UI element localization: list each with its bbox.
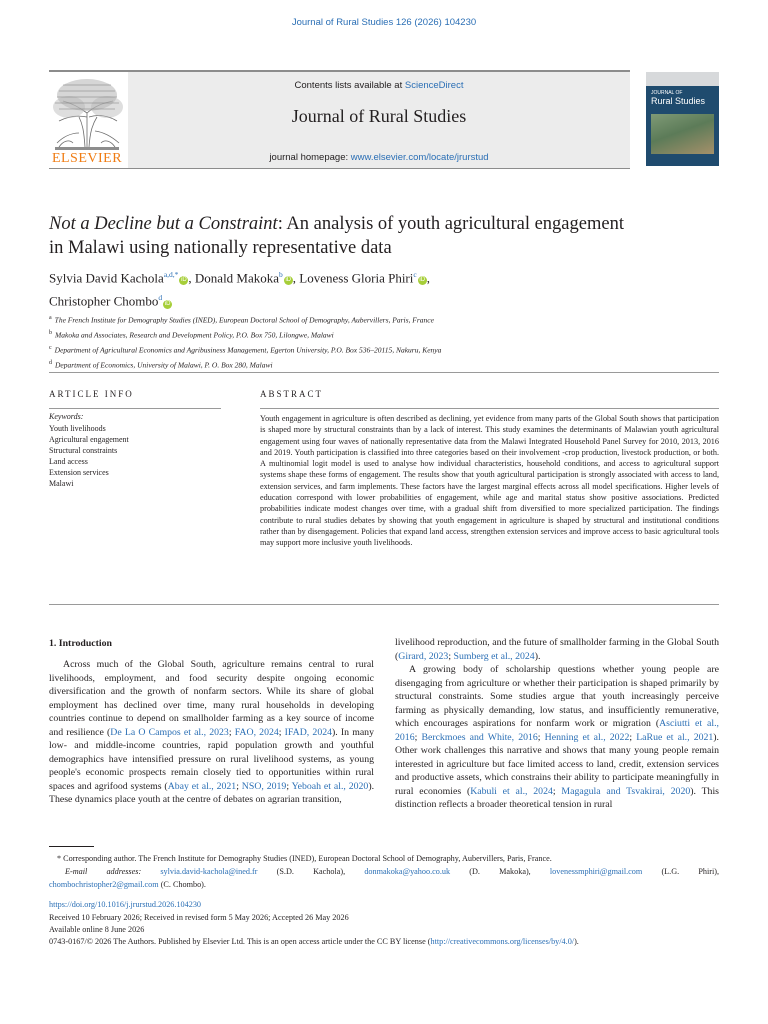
citation-link[interactable]: IFAD, 2024 bbox=[284, 726, 333, 738]
paragraph-text: ; bbox=[552, 785, 562, 797]
author-name: Sylvia David Kachola bbox=[49, 270, 164, 286]
citation-link[interactable]: Asciutti et al., 2016 bbox=[395, 718, 719, 743]
affiliation-list bbox=[49, 312, 719, 372]
email-label: E-mail addresses: bbox=[65, 867, 142, 877]
footnote-rule bbox=[49, 846, 94, 847]
section-divider bbox=[49, 604, 719, 605]
journal-cover-thumbnail[interactable] bbox=[646, 72, 719, 166]
affiliation-sup: b bbox=[49, 329, 52, 336]
paragraph-text: ). Other work challenges this narrative and shows that many young people remain interested in agriculture but face limited access to land, credit, extension services and productive assets, which constrains their ability to participate meaningfully in rural economies ( bbox=[395, 731, 720, 797]
paragraph-text: ; bbox=[286, 780, 292, 792]
citation-link[interactable]: LaRue et al., 2021 bbox=[636, 731, 714, 743]
affiliation-sup: c bbox=[49, 344, 52, 351]
online-date: Available online 8 June 2026 bbox=[49, 925, 145, 934]
author-separator: , bbox=[188, 270, 195, 286]
homepage-link[interactable]: www.elsevier.com/locate/jrurstud bbox=[350, 152, 489, 163]
affiliation bbox=[49, 342, 719, 357]
email-owner: (L.G. Phiri), bbox=[661, 867, 720, 877]
cover-top-band bbox=[646, 72, 719, 86]
article-info-heading: ARTICLE INFO bbox=[49, 389, 134, 399]
paragraph-text: ; bbox=[629, 731, 637, 743]
journal-homepage bbox=[128, 152, 630, 163]
email-owner: (D. Makoka), bbox=[469, 867, 531, 877]
cover-photo bbox=[651, 114, 714, 154]
body-column-right bbox=[395, 636, 719, 812]
elsevier-wordmark[interactable]: ELSEVIER bbox=[51, 151, 123, 166]
affiliation-sup: a bbox=[49, 315, 52, 321]
received-dates: Received 10 February 2026; Received in revised form 5 May 2026; Accepted 26 May 2026 bbox=[49, 913, 349, 922]
keyword-list bbox=[49, 423, 219, 489]
abstract-rule bbox=[260, 408, 719, 409]
author-separator: , bbox=[292, 270, 300, 286]
citation-link[interactable]: De La O Campos et al., 2023 bbox=[110, 726, 229, 738]
contents-prefix: Contents lists available at bbox=[294, 80, 405, 91]
citation-link[interactable]: Yeboah et al., 2020 bbox=[291, 780, 369, 792]
orcid-icon[interactable]: iD bbox=[181, 277, 187, 284]
author-affil-sup[interactable]: a,d,* bbox=[163, 270, 179, 279]
journal-title: Journal of Rural Studies bbox=[291, 106, 467, 126]
cover-title: Rural Studies bbox=[651, 96, 706, 106]
contents-availability bbox=[128, 80, 630, 91]
paragraph-text: ; bbox=[537, 731, 545, 743]
title-rest: : An analysis of youth agricultural engagement bbox=[277, 214, 624, 234]
citation-link[interactable]: Kabuli et al., 2024 bbox=[470, 785, 553, 797]
keyword: Agricultural engagement bbox=[49, 435, 129, 444]
affiliation-text: Department of Economics, University of Malawi, P. O. Box 280, Malawi bbox=[55, 360, 273, 370]
keywords-label: Keywords: bbox=[49, 412, 84, 421]
cover-title-small: JOURNAL OF bbox=[651, 90, 683, 96]
license-prefix: 0743-0167/© 2026 The Authors. Published by Elsevier Ltd. This is an open access article under the CC BY license ( bbox=[49, 937, 431, 946]
body-column-left bbox=[49, 658, 374, 807]
author-affil-sup[interactable]: d bbox=[158, 293, 163, 303]
paragraph-text: ; bbox=[278, 726, 285, 738]
orcid-icon[interactable]: iD bbox=[285, 277, 292, 284]
paragraph-text: livelihood reproduction, and the future of smallholder farming in the Global South ( bbox=[395, 637, 719, 662]
keyword: Malawi bbox=[49, 479, 74, 488]
journal-citation[interactable]: Journal of Rural Studies 126 (2026) 104230 bbox=[291, 17, 477, 28]
affiliation-sup: d bbox=[49, 359, 52, 366]
license-suffix: ). bbox=[574, 937, 579, 946]
email-link[interactable]: chombochristopher2@gmail.com bbox=[49, 880, 159, 890]
affiliation bbox=[49, 327, 719, 342]
paragraph-text: ; bbox=[236, 780, 242, 792]
email-link[interactable]: lovenessmphiri@gmail.com bbox=[549, 867, 643, 877]
email-owner: (S.D. Kachola), bbox=[276, 867, 346, 877]
paragraph-text: ; bbox=[228, 726, 235, 738]
citation-link[interactable]: FAO, 2024 bbox=[234, 726, 279, 738]
affiliation bbox=[49, 357, 719, 372]
paragraph-text: ). bbox=[534, 650, 541, 662]
paragraph-text: ; bbox=[448, 650, 454, 662]
email-owner: (C. Chombo). bbox=[160, 880, 206, 890]
author-separator: , bbox=[426, 270, 430, 286]
keyword: Structural constraints bbox=[49, 446, 118, 455]
paper-title bbox=[49, 212, 719, 260]
email-addresses bbox=[49, 865, 719, 878]
paragraph-text: Across much of the Global South, agriculture remains central to rural livelihoods, employment, and food security despite ongoing economic diversification and the growth of nonfarm sectors. While its share of global employment has declined over time, many rural households in developing countries continue to depend on smallholder farming as a key source of income and resilience ( bbox=[49, 659, 374, 738]
author-affil-sup[interactable]: b bbox=[279, 270, 283, 279]
paragraph-text: ). This distinction reflects a broader theoretical tension in rural bbox=[395, 785, 719, 810]
license-link[interactable]: http://creativecommons.org/licenses/by/4.0/ bbox=[430, 937, 575, 946]
author-name: Loveness Gloria Phiri bbox=[299, 270, 414, 286]
keyword: Youth livelihoods bbox=[49, 424, 106, 433]
citation-link[interactable]: Henning et al., 2022 bbox=[544, 731, 630, 743]
keyword: Extension services bbox=[49, 468, 109, 477]
introduction-heading: 1. Introduction bbox=[49, 638, 112, 649]
homepage-prefix: journal homepage: bbox=[269, 152, 351, 163]
intro-paragraph bbox=[49, 658, 374, 807]
orcid-icon[interactable]: iD bbox=[164, 300, 171, 307]
citation-link[interactable]: Berckmoes and White, 2016 bbox=[421, 731, 538, 743]
paragraph-text: A growing body of scholarship questions whether young people are disengaging from agriculture or whether their participation is shaped primarily by structural constraints. Some studies argue that youth increasingly perceive farming as physically demanding, low status, and insufficiently remunerative, which encourages aspirations for nonfarm work or migration ( bbox=[395, 664, 719, 729]
title-italic: Not a Decline but a Constraint bbox=[49, 214, 278, 234]
license-line bbox=[49, 937, 579, 946]
corresponding-author-note: * Corresponding author. The French Institute for Demography Studies (INED), European Doctoral School of Demography, Aubervillers, Paris, France. bbox=[57, 854, 552, 863]
sciencedirect-link[interactable]: ScienceDirect bbox=[404, 80, 464, 91]
corresponding-author-footnote bbox=[49, 852, 719, 892]
affiliation bbox=[49, 312, 719, 327]
abstract-heading: ABSTRACT bbox=[260, 389, 324, 399]
paragraph-text: ; bbox=[414, 731, 422, 743]
article-info-rule bbox=[49, 408, 221, 409]
citation-link[interactable]: Magagula and Tsvakirai, 2020 bbox=[561, 785, 691, 797]
paragraph-text: ). In many low- and middle-income countries, rapid population growth and youthful demographics have intensified pressure on rural livelihood systems, as young people's economic prospects remain closely tied to opportunities within rural spaces and agrifood systems ( bbox=[49, 726, 374, 792]
citation-link[interactable]: Abay et al., 2021 bbox=[167, 780, 237, 792]
section-divider bbox=[49, 372, 719, 373]
affiliation-text: Makoka and Associates, Research and Development Policy, P.O. Box 750, Lilongwe, Malawi bbox=[55, 330, 334, 340]
affiliation-text: Department of Agricultural Economics and Agribusiness Management, Egerton University, P.O. Box 536–20115, Nakuru, Kenya bbox=[54, 345, 442, 355]
intro-paragraph bbox=[395, 663, 719, 812]
author-list bbox=[49, 265, 719, 312]
citation-link[interactable]: Girard, 2023 bbox=[398, 650, 449, 662]
keyword: Land access bbox=[49, 457, 88, 466]
paragraph-text: ). These dynamics place youth at the centre of debates on agrarian transition, bbox=[49, 780, 375, 805]
title-line2: in Malawi using nationally representative data bbox=[49, 238, 392, 258]
email-link[interactable]: sylvia.david-kachola@ined.fr bbox=[160, 867, 258, 877]
author-affil-sup[interactable]: c bbox=[413, 270, 417, 279]
intro-paragraph-continued bbox=[395, 636, 719, 663]
email-addresses-cont bbox=[49, 878, 719, 891]
author-name: Christopher Chombo bbox=[49, 293, 159, 309]
orcid-icon[interactable]: iD bbox=[419, 277, 426, 284]
abstract-text: Youth engagement in agriculture is often described as declining, yet evidence from many parts of the Global South shows that participation is shaped more by structural constraints than by a lack of interest. This study examines the determinants of Malawian youth agricultural engagement using four waves of nationally representative data from the Malawi Integrated Household Panel Survey for 2010, 2013, 2016 and 2019. Youth participation is classified into three categories based on their involvement -crop production, livestock production, or both. A multinomial logit model is used to analyse how individual characteristics, household conditions, and access to agricultural support systems shape these forms of engagement. The results show that youth agricultural participation is strongly associated with access to land, extension services, and farm implements. These factors have the largest marginal effects across all model specifications. Higher levels of education correspond with lower probabilities of engagement, while age and marital status show positive associations. Predicted probabilities indicate modest changes over time, with a gradual shift from diversified to more specialized participation. The findings contribute to rural studies debates by showing that youth engagement in agriculture is shaped by structural and institutional conditions rather than by disengagement. Policies that expand land access, strengthen extension services and improve access to basic agricultural tools may support more inclusive youth livelihoods. bbox=[260, 414, 719, 548]
citation-link[interactable]: NSO, 2019 bbox=[241, 780, 287, 792]
doi-link[interactable]: https://doi.org/10.1016/j.jrurstud.2026.104230 bbox=[49, 900, 202, 909]
affiliation-text: The French Institute for Demography Studies (INED), European Doctoral School of Demography, Aubervillers, Paris, France bbox=[54, 315, 434, 325]
citation-link[interactable]: Sumberg et al., 2024 bbox=[453, 650, 535, 662]
header-rule bbox=[49, 168, 630, 169]
author-name: Donald Makoka bbox=[194, 270, 280, 286]
email-link[interactable]: donmakoka@yahoo.co.uk bbox=[364, 867, 451, 877]
